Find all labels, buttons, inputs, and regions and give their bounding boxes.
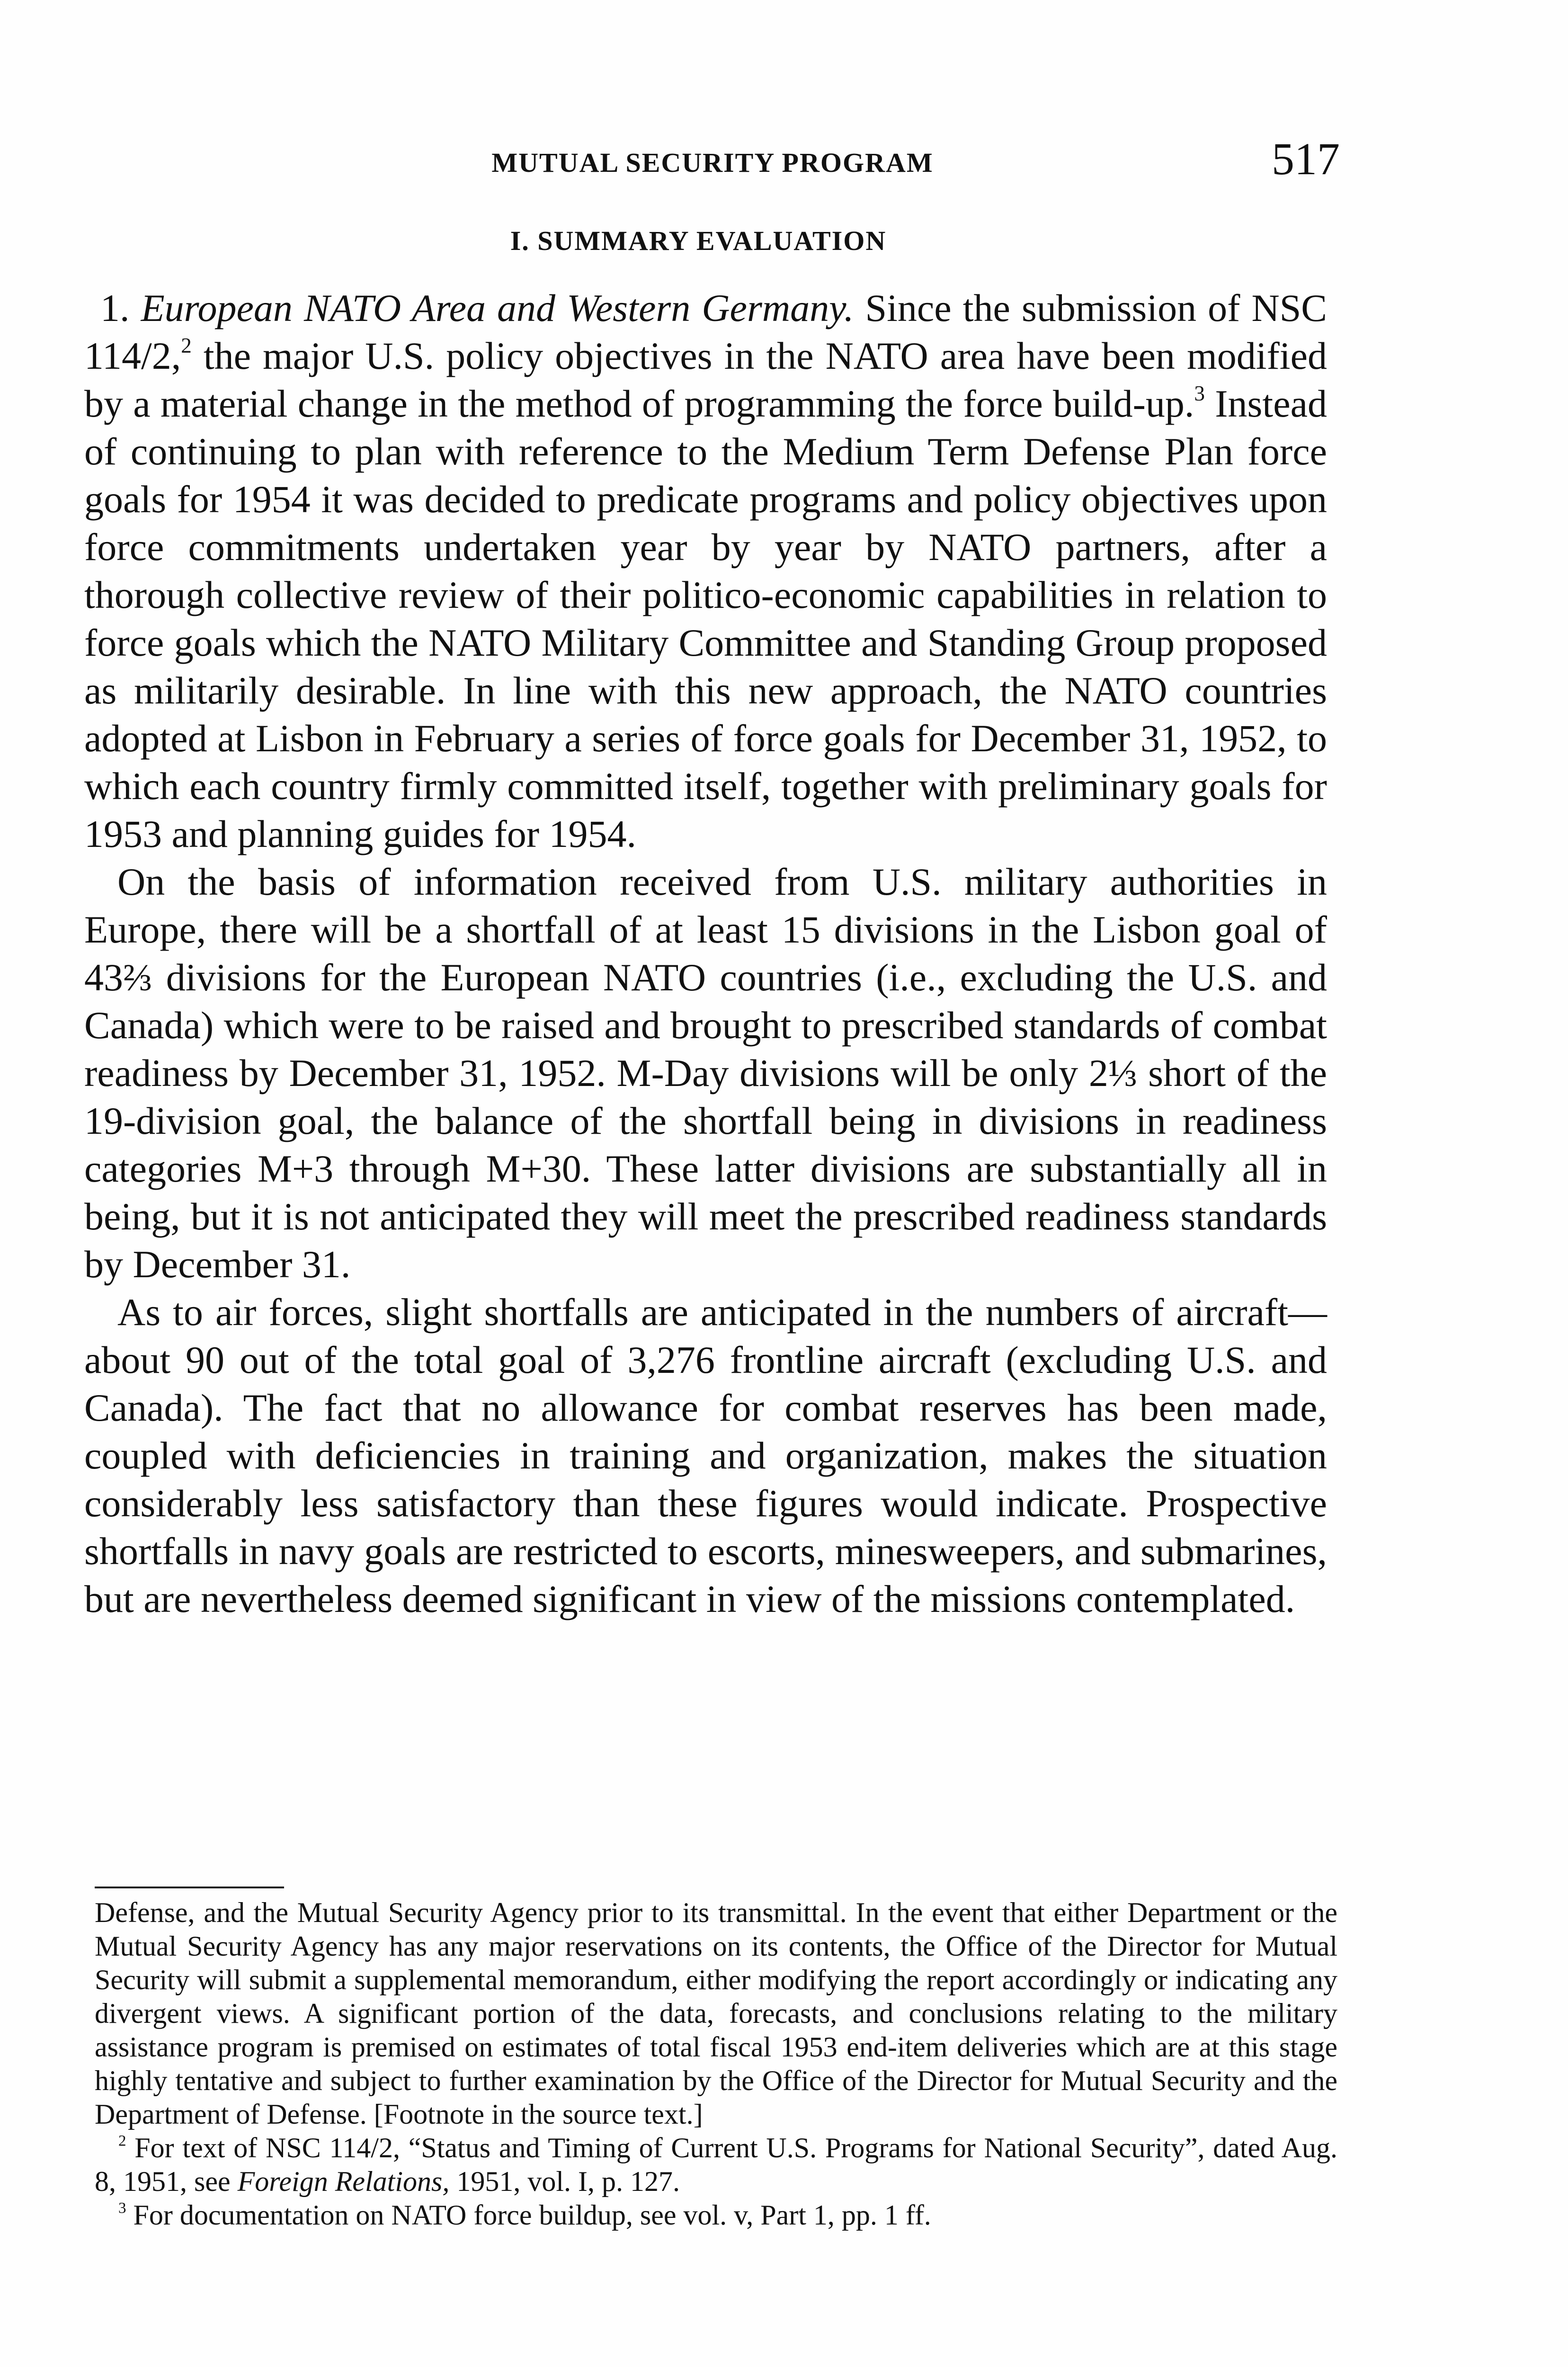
footnote-ref-2: 2 [181, 334, 192, 358]
footnote-2-marker: 2 [118, 2132, 126, 2150]
paragraph-1-title: European NATO Area and Western Germany. [141, 286, 854, 329]
paragraph-2: On the basis of information received from U.S. military authorities in Europe, there will be a shortfall of at least 15 divisions in the Lisbon goal of 43⅔ divisions for the European NATO countries (i.e., excluding the U.S. and Canada) which were to be raised and brought to prescribed standards of combat readiness by December 31, 1952. M-Day divisions will be only 2⅓ short of the 19-division goal, the balance of the shortfall being in divisions in readiness categories M+3 through M+30. These latter divisions are substantially all in being, but it is not anticipated they will meet the prescribed readiness standards by December 31. [84, 860, 1327, 1286]
footnote-divider [95, 1886, 284, 1888]
footnotes [95, 1896, 1337, 2232]
footnote-ref-3: 3 [1194, 382, 1205, 406]
footnote-3-marker: 3 [118, 2199, 126, 2217]
footnote-3 [95, 2198, 1337, 2232]
running-head: MUTUAL SECURITY PROGRAM [491, 147, 934, 178]
section-title: I. SUMMARY EVALUATION [510, 225, 887, 256]
footnote-continued: Defense, and the Mutual Security Agency prior to its transmittal. In the event that either Department or the Mutual Security Agency has any major reservations on its contents, the Office of the Director for Mutual Security will submit a supplemental memorandum, either modifying the report accordingly or indicating any divergent views. A significant portion of the data, forecasts, and conclusions relating to the military assistance program is premised on estimates of total fiscal 1953 end-item deliveries which are at this stage highly tentative and subject to further examination by the Office of the Director for Mutual Security and the Department of Defense. [Footnote in the source text.] [95, 1897, 1337, 2130]
paragraph-3: As to air forces, slight shortfalls are anticipated in the numbers of aircraft—about 90 out of the total goal of 3,276 frontline aircraft (excluding U.S. and Canada). The fact that no allowance for combat reserves has been made, coupled with deficiencies in training and organization, makes the situation considerably less satisfactory than these figures would indicate. Prospective shortfalls in navy goals are restricted to escorts, minesweepers, and submarines, but are nevertheless deemed significant in view of the missions contemplated. [84, 1290, 1327, 1620]
page-number: 517 [1272, 133, 1340, 184]
body-text [84, 284, 1327, 1623]
footnote-3-text: For documentation on NATO force buildup, see vol. v, Part 1, pp. 1 ff. [126, 2199, 931, 2231]
paragraph-1-text-b: the major U.S. policy objectives in the NATO area have been modified by a material change in the method of programming the force build-up. [84, 334, 1327, 425]
footnote-2-text-b: 1951, vol. I, p. 127. [449, 2166, 680, 2197]
paragraph-1-text-a: Since the submission of NSC 114/2, [84, 286, 1327, 377]
paragraph-1-text-c: Instead of continuing to plan with reference to the Medium Term Defense Plan force goals for 1954 it was decided to predicate programs and policy objectives upon force commitments undertaken year by year by NATO partners, after a thorough collective review of their politico-economic capabilities in relation to force goals which the NATO Military Committee and Standing Group proposed as militarily desirable. In line with this new approach, the NATO countries adopted at Lisbon in February a series of force goals for December 31, 1952, to which each country firmly committed itself, together with preliminary goals for 1953 and planning guides for 1954. [84, 382, 1327, 855]
page-header [85, 133, 1340, 189]
footnote-2 [95, 2131, 1337, 2198]
paragraph-1-number: 1. [100, 286, 141, 329]
footnote-2-italic: Foreign Relations, [237, 2166, 450, 2197]
paragraph-1 [84, 284, 1327, 858]
footnote-2-text-a: For text of NSC 114/2, “Status and Timing of Current U.S. Programs for National Security”, dated Aug. 8, 1951, see [95, 2132, 1337, 2197]
